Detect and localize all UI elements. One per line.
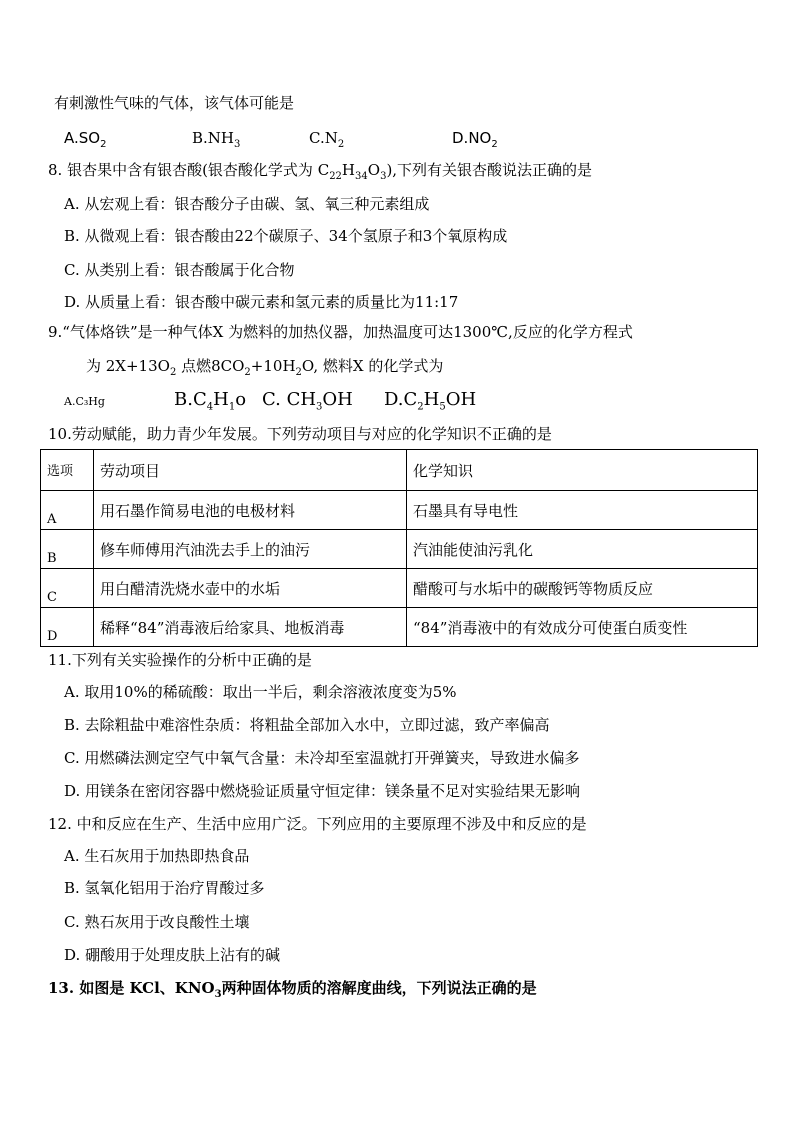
option-c: $C.N_2$ (309, 129, 345, 150)
question-12-stem: 12. 中和反应在生产、生活中应用广泛。下列应用的主要原理不涉及中和反应的是 (48, 815, 587, 833)
question-10-stem: 10.劳动赋能，助力青少年发展。下列劳动项目与对应的化学知识不正确的是 (48, 425, 552, 443)
table-header: 劳动项目 (94, 450, 407, 491)
table-row (41, 491, 758, 530)
option-d: $D.NO_2$ (452, 129, 498, 150)
table-cell: 汽油能使油污乳化 (407, 530, 758, 569)
question-12-option-b: B. 氢氧化铝用于治疗胃酸过多 (64, 879, 265, 897)
table-header-row (41, 450, 758, 491)
option-b: $B.NH_3$ (192, 129, 241, 150)
question-8-option-a: A. 从宏观上看：银杏酸分子由碳、氢、氧三种元素组成 (64, 195, 430, 213)
table-cell: 稀释“84”消毒液后给家具、地板消毒 (94, 608, 407, 647)
question-8-option-c: C. 从类别上看：银杏酸属于化合物 (64, 261, 295, 279)
table-cell: C (41, 569, 94, 608)
question-11-stem: 11.下列有关实验操作的分析中正确的是 (48, 651, 312, 669)
table-cell: “84”消毒液中的有效成分可使蛋白质变性 (407, 608, 758, 647)
table-cell: 石墨具有导电性 (407, 491, 758, 530)
table-row (41, 608, 758, 647)
table-cell: D (41, 608, 94, 647)
question-12-option-d: D. 硼酸用于处理皮肤上沾有的碱 (64, 946, 281, 964)
question-11-option-b: B. 去除粗盐中难溶性杂质：将粗盐全部加入水中，立即过滤，致产率偏高 (64, 716, 550, 734)
question-12-option-c: C. 熟石灰用于改良酸性土壤 (64, 913, 250, 931)
question-11-option-a: A. 取用10%的稀硫酸：取出一半后，剩余溶液浓度变为5% (64, 683, 457, 701)
question-9-stem: 9.“气体烙铁”是一种气体X 为燃料的加热仪器，加热温度可达1300℃,反应的化学方程式 (48, 323, 633, 341)
question-9-option-c: C. $CH_3OH$ (262, 389, 353, 413)
question-8-option-d: D. 从质量上看：银杏酸中碳元素和氢元素的质量比为11:17 (64, 293, 459, 311)
table-header: 化学知识 (407, 450, 758, 491)
question-8-option-b: B. 从微观上看：银杏酸由22个碳原子、34个氢原子和3个氧原构成 (64, 227, 508, 245)
table-row (41, 530, 758, 569)
question-11-option-c: C. 用燃磷法测定空气中氧气含量：未冷却至室温就打开弹簧夹，导致进水偏多 (64, 749, 580, 767)
table-cell: 醋酸可与水垢中的碳酸钙等物质反应 (407, 569, 758, 608)
question-13-stem: 13. 如图是 KCl、$KNO_3$两种固体物质的溶解度曲线，下列说法正确的是 (48, 979, 537, 1000)
table-cell: 用石墨作简易电池的电极材料 (94, 491, 407, 530)
table-cell: A (41, 491, 94, 530)
table-row (41, 569, 758, 608)
question-9-option-a: A.C₃Hg (64, 395, 105, 408)
question-10-table (40, 449, 758, 647)
table-cell: 修车师傅用汽油洗去手上的油污 (94, 530, 407, 569)
question-9-equation: 为 $2X+13O_2$ 点燃$8CO_2+10H_2O$, 燃料X 的化学式为 (86, 357, 444, 378)
question-8-stem: 8. 银杏果中含有银杏酸(银杏酸化学式为 $C_{22}H_{34}O_3$),下列有关银杏酸说法正确的是 (48, 161, 593, 182)
question-9-option-b: $B.C_4H_1o$ (174, 389, 247, 413)
question-continuation: 有刺激性气味的气体，该气体可能是 (54, 94, 295, 112)
question-12-option-a: A. 生石灰用于加热即热食品 (64, 847, 250, 865)
table-cell: B (41, 530, 94, 569)
table-header: 选项 (41, 450, 94, 491)
table-cell: 用白醋清洗烧水壶中的水垢 (94, 569, 407, 608)
question-11-option-d: D. 用镁条在密闭容器中燃烧验证质量守恒定律：镁条量不足对实验结果无影响 (64, 782, 581, 800)
question-9-option-d: $D.C_2H_5OH$ (384, 389, 477, 413)
option-a: $A.SO_2$ (64, 129, 107, 150)
